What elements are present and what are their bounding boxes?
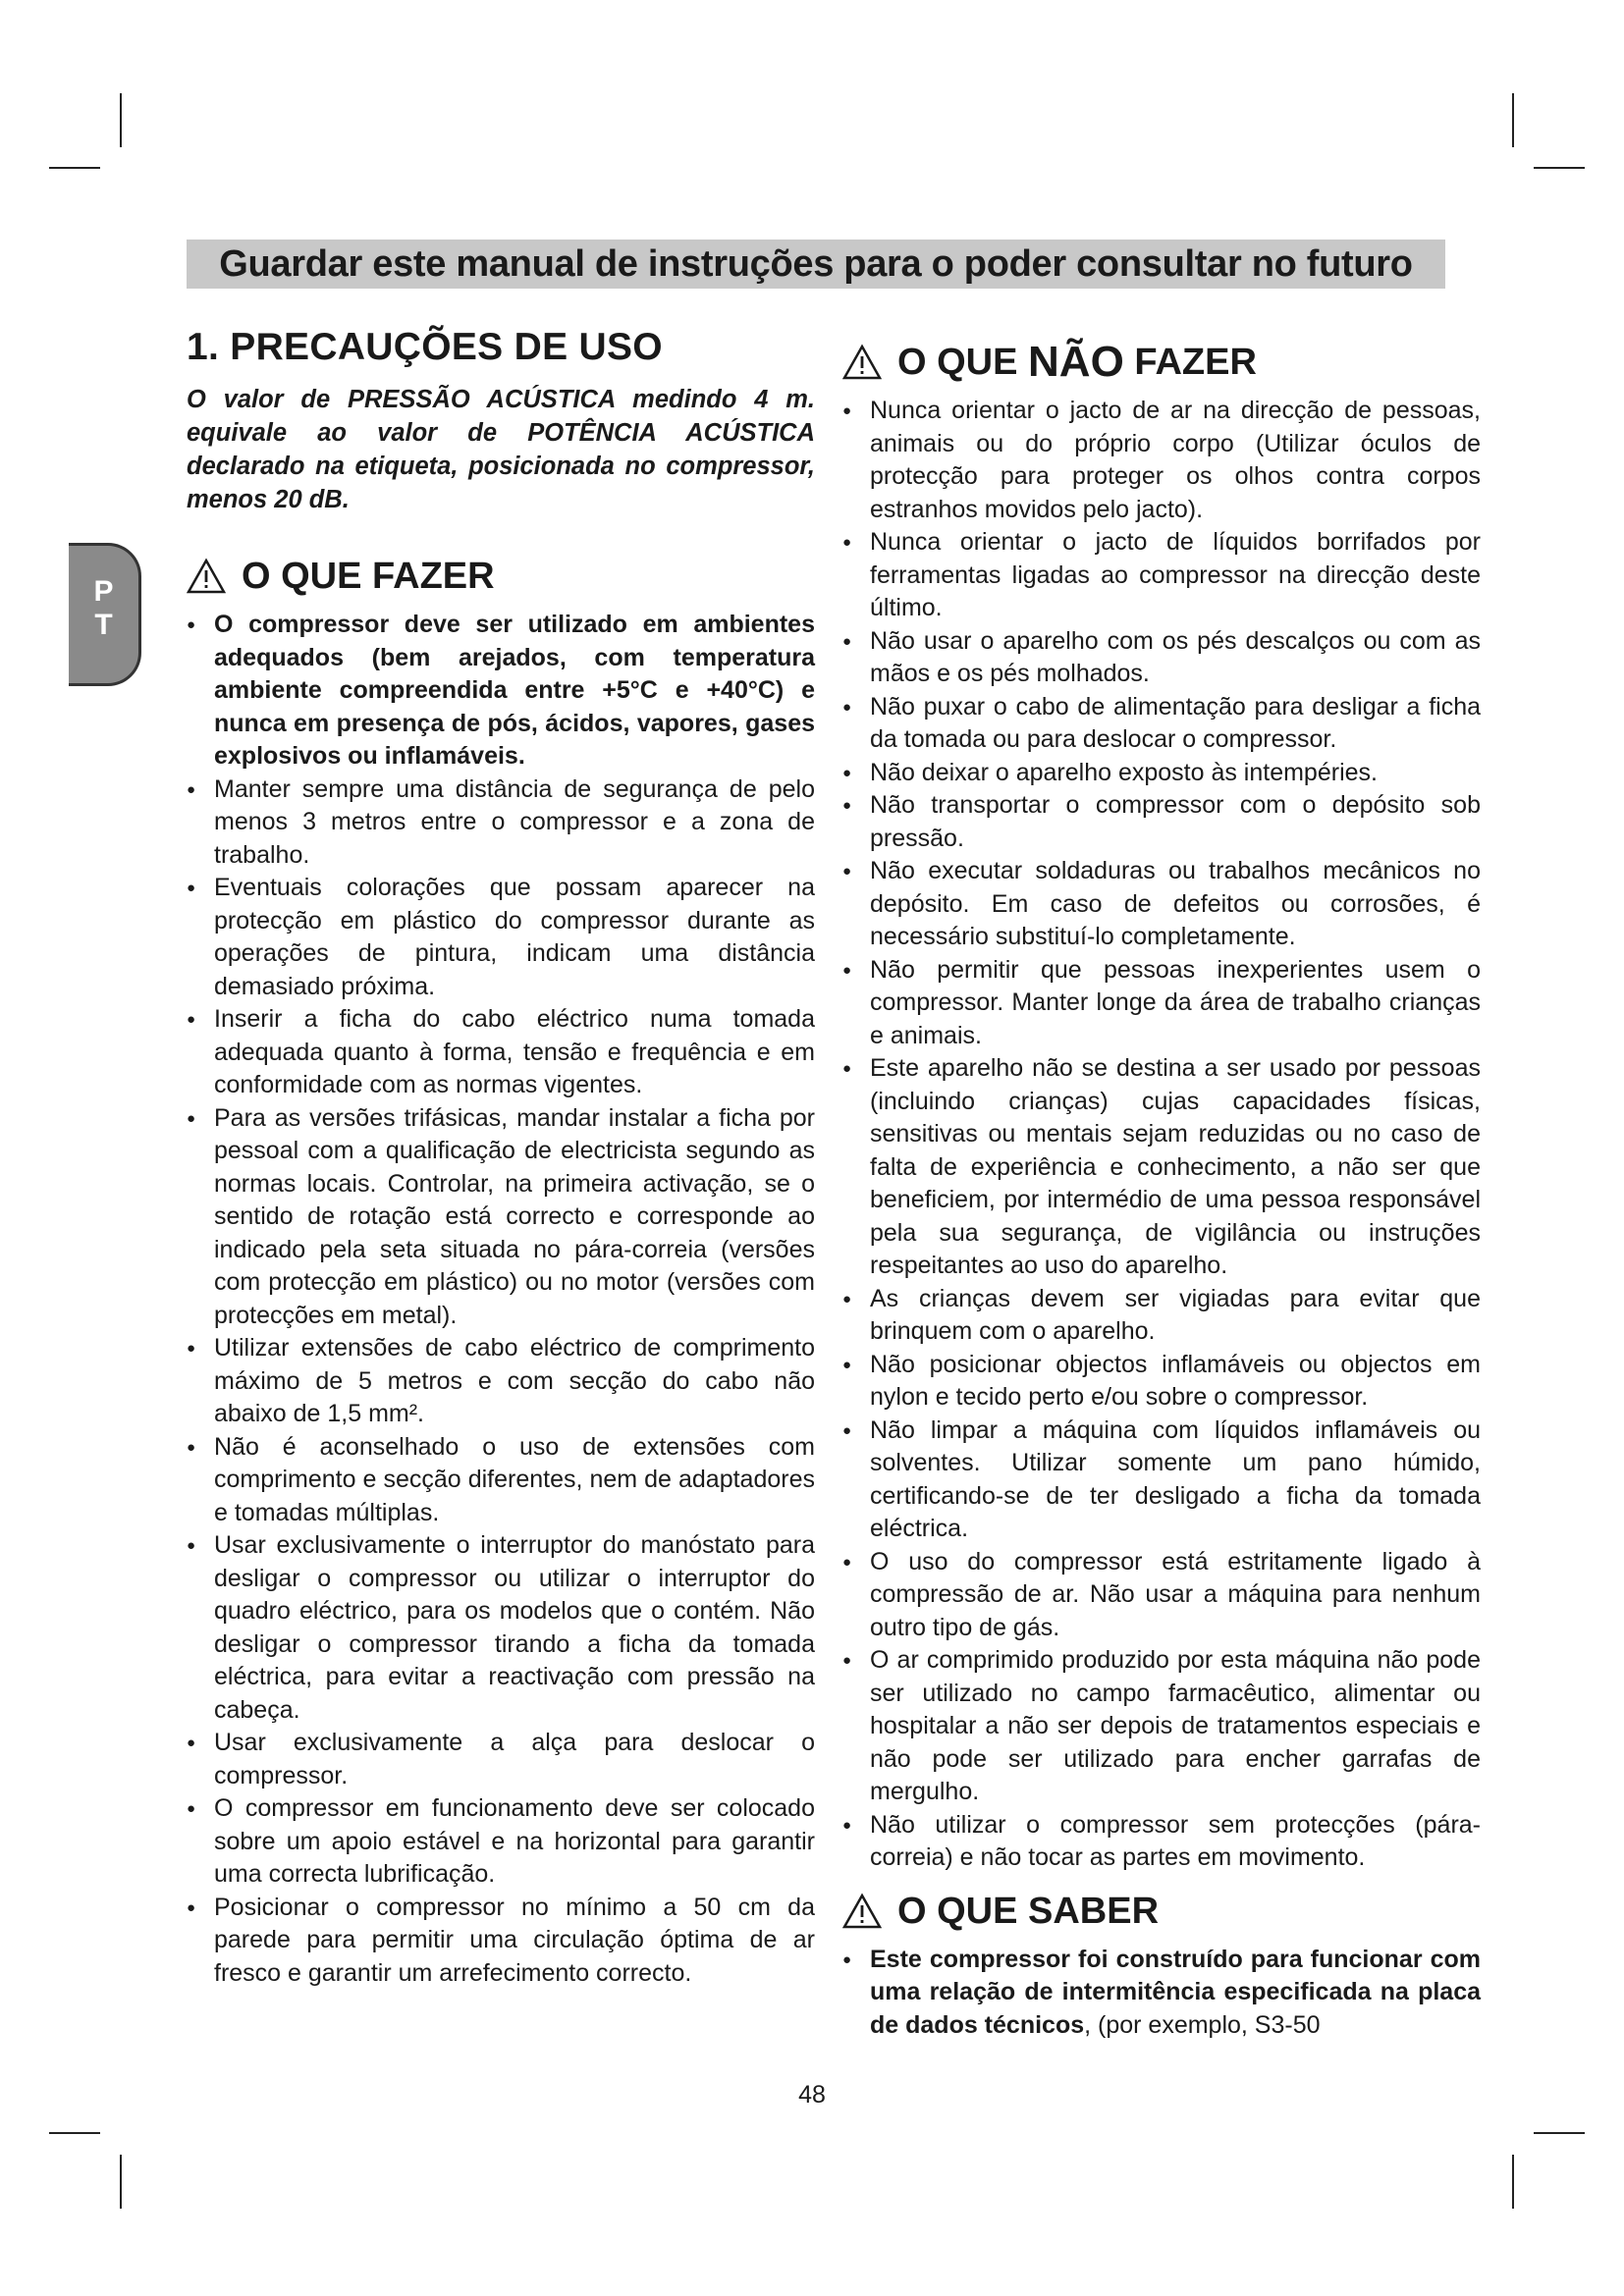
list-item: ● As crianças devem ser vigiadas para evitar que brinquem com o aparelho. bbox=[842, 1283, 1481, 1349]
do-heading bbox=[187, 554, 815, 599]
crop-mark bbox=[49, 2132, 100, 2134]
list-item bbox=[842, 1944, 1481, 2043]
know-item-bold: Este compressor foi construído para funcionar com uma relação de intermitência especificada na placa de dados técnicos bbox=[870, 1945, 1481, 2039]
list-item: ● Este aparelho não se destina a ser usado por pessoas (incluindo crianças) cujas capacidades físicas, sensitivas ou mentais sejam reduzidas ou no caso de falta de experiência e conhecimento, a não ser que beneficiem, por intermédio de uma pessoa responsável pela sua segurança, de vigilância ou instruções respeitantes ao uso do aparelho. bbox=[842, 1052, 1481, 1283]
list-item: ● O uso do compressor está estritamente ligado à compressão de ar. Não usar a máquina para nenhum outro tipo de gás. bbox=[842, 1546, 1481, 1645]
list-item: ● Usar exclusivamente o interruptor do manóstato para desligar o compressor ou utilizar o interruptor do quadro eléctrico, para os modelos que o contém. Não desligar o compressor tirando a ficha da tomada eléctrica, para evitar a reactivação com pressão na cabeça. bbox=[187, 1529, 815, 1727]
know-list bbox=[842, 1944, 1481, 2043]
list-item: ● Não executar soldaduras ou trabalhos mecânicos no depósito. Em caso de defeitos ou corrosões, é necessário substituí-lo completamente. bbox=[842, 855, 1481, 954]
dont-list bbox=[842, 395, 1481, 1875]
header-banner: Guardar este manual de instruções para o poder consultar no futuro bbox=[187, 240, 1445, 289]
warning-icon bbox=[187, 558, 226, 595]
list-item: ● Utilizar extensões de cabo eléctrico de comprimento máximo de 5 metros e com secção do cabo não abaixo de 1,5 mm². bbox=[187, 1332, 815, 1431]
left-column bbox=[187, 324, 815, 1990]
list-item: ● Não limpar a máquina com líquidos inflamáveis ou solventes. Utilizar somente um pano húmido, certificando-se de ter desligado a ficha da tomada eléctrica. bbox=[842, 1415, 1481, 1546]
tab-letter: T bbox=[94, 609, 113, 641]
crop-mark bbox=[120, 2155, 122, 2209]
warning-icon bbox=[842, 344, 882, 381]
do-heading-text: O QUE FAZER bbox=[242, 556, 495, 597]
list-item: ● O ar comprimido produzido por esta máquina não pode ser utilizado no campo farmacêutico, alimentar ou hospitalar a não ser depois de tratamentos especiais e não pode ser utilizado para encher garrafas de mergulho. bbox=[842, 1644, 1481, 1809]
list-item: ● Não deixar o aparelho exposto às intempéries. bbox=[842, 757, 1481, 790]
list-item: ● Eventuais colorações que possam aparecer na protecção em plástico do compressor durante as operações de pintura, indicam uma distância demasiado próxima. bbox=[187, 872, 815, 1003]
list-item: ● Não é aconselhado o uso de extensões com comprimento e secção diferentes, nem de adaptadores e tomadas múltiplas. bbox=[187, 1431, 815, 1530]
intro-paragraph: O valor de PRESSÃO ACÚSTICA medindo 4 m. equivale ao valor de POTÊNCIA ACÚSTICA declarado na etiqueta, posicionada no compressor, menos 20 dB. bbox=[187, 386, 815, 513]
know-heading bbox=[842, 1889, 1481, 1934]
know-heading-text: O QUE SABER bbox=[897, 1890, 1160, 1932]
list-item: ● Usar exclusivamente a alça para deslocar o compressor. bbox=[187, 1727, 815, 1792]
crop-mark bbox=[120, 93, 122, 147]
dont-heading-suffix: FAZER bbox=[1123, 342, 1257, 383]
list-item: ● Nunca orientar o jacto de ar na direcção de pessoas, animais ou do próprio corpo (Utilizar óculos de protecção para proteger os olhos contra corpos estranhos movidos pelo jacto). bbox=[842, 395, 1481, 526]
list-item: ● Não usar o aparelho com os pés descalços ou com as mãos e os pés molhados. bbox=[842, 625, 1481, 691]
list-item: ● O compressor em funcionamento deve ser colocado sobre um apoio estável e na horizontal para garantir uma correcta lubrificação. bbox=[187, 1792, 815, 1892]
list-item: ● Não puxar o cabo de alimentação para desligar a ficha da tomada ou para deslocar o compressor. bbox=[842, 691, 1481, 757]
page-number: 48 bbox=[798, 2081, 826, 2109]
crop-mark bbox=[1534, 2132, 1585, 2134]
language-tab bbox=[69, 543, 141, 686]
dont-heading-nao: NÃO bbox=[1028, 338, 1124, 386]
dont-heading-prefix: O QUE bbox=[897, 342, 1029, 383]
know-item-rest: , (por exemplo, S3-50 bbox=[1084, 2010, 1321, 2039]
list-item: ● Não utilizar o compressor sem protecções (pára-correia) e não tocar as partes em movimento. bbox=[842, 1809, 1481, 1875]
right-column bbox=[842, 324, 1481, 2042]
crop-mark bbox=[1512, 2155, 1514, 2209]
crop-mark bbox=[1512, 93, 1514, 147]
list-item: ● Inserir a ficha do cabo eléctrico numa tomada adequada quanto à forma, tensão e frequência e em conformidade com as normas vigentes. bbox=[187, 1003, 815, 1102]
list-item: ● Não transportar o compressor com o depósito sob pressão. bbox=[842, 789, 1481, 855]
list-item: ● Posicionar o compressor no mínimo a 50 cm da parede para permitir uma circulação óptima de ar fresco e garantir um arrefecimento correcto. bbox=[187, 1892, 815, 1991]
list-item: ● O compressor deve ser utilizado em ambientes adequados (bem arejados, com temperatura ambiente compreendida entre +5°C e +40°C) e nunca em presença de pós, ácidos, vapores, gases explosivos ou inflamáveis. bbox=[187, 609, 815, 774]
crop-mark bbox=[49, 167, 100, 169]
list-item: ● Não permitir que pessoas inexperientes usem o compressor. Manter longe da área de trabalho crianças e animais. bbox=[842, 954, 1481, 1053]
dont-heading bbox=[842, 340, 1481, 385]
list-item: ● Nunca orientar o jacto de líquidos borrifados por ferramentas ligadas ao compressor na direcção deste último. bbox=[842, 526, 1481, 625]
list-item: ● Para as versões trifásicas, mandar instalar a ficha por pessoal com a qualificação de electricista segundo as normas locais. Controlar, na primeira activação, se o sentido de rotação está correcto e corresponde ao indicado pela seta situada no pára-correia (versões com protecção em plástico) ou no motor (versões com protecções em metal). bbox=[187, 1102, 815, 1333]
do-list bbox=[187, 609, 815, 1990]
list-item: ● Manter sempre uma distância de segurança de pelo menos 3 metros entre o compressor e a zona de trabalho. bbox=[187, 774, 815, 873]
section-title: 1. PRECAUÇÕES DE USO bbox=[187, 326, 663, 368]
warning-icon bbox=[842, 1893, 882, 1930]
crop-mark bbox=[1534, 167, 1585, 169]
list-item: ● Não posicionar objectos inflamáveis ou objectos em nylon e tecido perto e/ou sobre o compressor. bbox=[842, 1349, 1481, 1415]
tab-letter: P bbox=[93, 575, 114, 608]
